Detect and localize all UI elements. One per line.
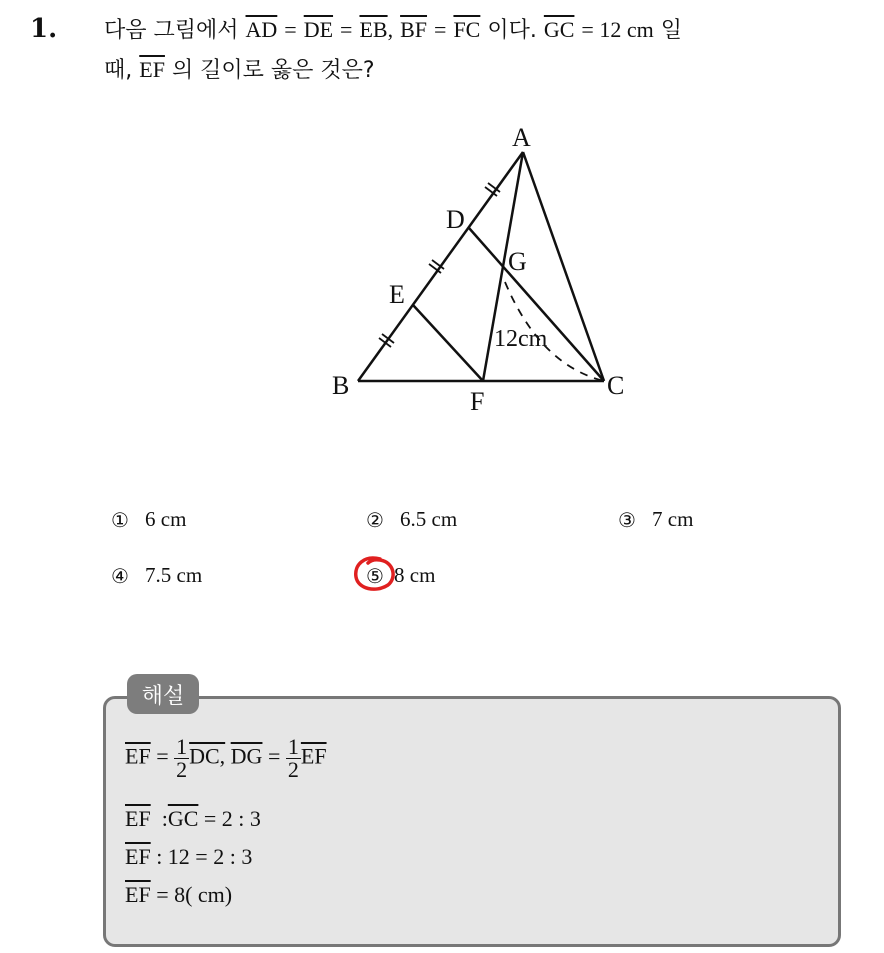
label-e: E [389, 280, 405, 309]
segment-dc [469, 228, 604, 381]
solution-tag: 해설 [127, 674, 199, 714]
segment-dc: DC, [189, 743, 226, 769]
equals-sign: = [156, 743, 169, 769]
choice-number: ⑤ [366, 563, 384, 588]
segment-dg: $\overline{DG}$ [230, 743, 263, 769]
fraction-half [286, 736, 301, 781]
segment-ef: $\overline{EF}$ [125, 844, 151, 869]
stem-text: 이다. [487, 18, 537, 43]
label-g: G [508, 247, 527, 276]
denominator: 2 [287, 757, 299, 782]
choice-value: 7.5 cm [145, 563, 203, 587]
triangle-figure [0, 0, 884, 460]
segment-ef: $\overline{EF}$ [125, 882, 151, 907]
segment-ef: $\overline{EF}$ [125, 743, 151, 769]
segment-ef: $\overline{EF}$ [300, 743, 327, 769]
stem-text: 일 [660, 18, 682, 43]
choice-value: 8 cm [394, 563, 436, 587]
choice-number: ② [366, 507, 384, 532]
label-c: C [607, 371, 625, 400]
denominator: 2 [176, 757, 188, 782]
equals-sign: = [340, 17, 353, 42]
label-f: F [470, 387, 485, 416]
numerator: 1 [176, 734, 188, 759]
ratio-value: = 2 : 3 [203, 806, 261, 831]
choice-3[interactable] [614, 507, 693, 532]
stem-text: 다음 그림에서 [104, 18, 239, 43]
result-value: = 8( cm) [156, 882, 233, 907]
segment-bf: $\overline{BF}$ [400, 17, 428, 42]
segment-gc: $\overline{GC}$ [543, 17, 575, 42]
choice-value: 6.5 cm [400, 507, 458, 531]
segment-gc: $\overline{GC}$ [167, 806, 199, 831]
segment-fc: $\overline{FC}$ [453, 17, 481, 42]
gc-measure-label: 12cm [494, 326, 548, 352]
segment-ef: $\overline{EF}$ [125, 806, 151, 831]
choice-number: ① [111, 507, 129, 532]
stem-text: 때, [104, 58, 133, 83]
choice-1[interactable] [107, 507, 186, 532]
equals-sign: = [267, 743, 281, 769]
segment-ef: $\overline{EF}$ [139, 57, 165, 82]
fraction-half [174, 736, 189, 781]
answer-circle-mark [350, 553, 400, 597]
label-d: D [446, 205, 465, 234]
equals-sign: = [434, 17, 447, 42]
ratio-value: : 12 = 2 : 3 [156, 844, 253, 869]
solution-line-3 [125, 844, 252, 870]
choice-4[interactable] [107, 563, 202, 588]
choice-value: 7 cm [652, 507, 694, 531]
label-b: B [332, 371, 350, 400]
stem-text: 의 길이로 옳은 것은? [171, 58, 375, 83]
question-number: 1. [30, 14, 58, 44]
segment-eb: $\overline{EB}$ [359, 17, 388, 42]
choice-number: ④ [111, 563, 129, 588]
gc-value: = 12 cm [581, 17, 654, 42]
solution-line-2 [125, 806, 261, 832]
label-a: A [512, 123, 531, 152]
segment-de: $\overline{DE}$ [303, 17, 334, 42]
comma: , [387, 17, 394, 42]
solution-line-1 [125, 736, 327, 781]
segment-ef-line [413, 305, 483, 381]
choice-number: ③ [618, 507, 636, 532]
colon: : [161, 806, 168, 831]
equals-sign: = [284, 17, 297, 42]
choice-2[interactable] [362, 507, 457, 532]
choice-value: 6 cm [145, 507, 187, 531]
solution-line-4 [125, 882, 232, 908]
numerator: 1 [287, 734, 299, 759]
segment-ad: $\overline{AD}$ [245, 17, 278, 42]
